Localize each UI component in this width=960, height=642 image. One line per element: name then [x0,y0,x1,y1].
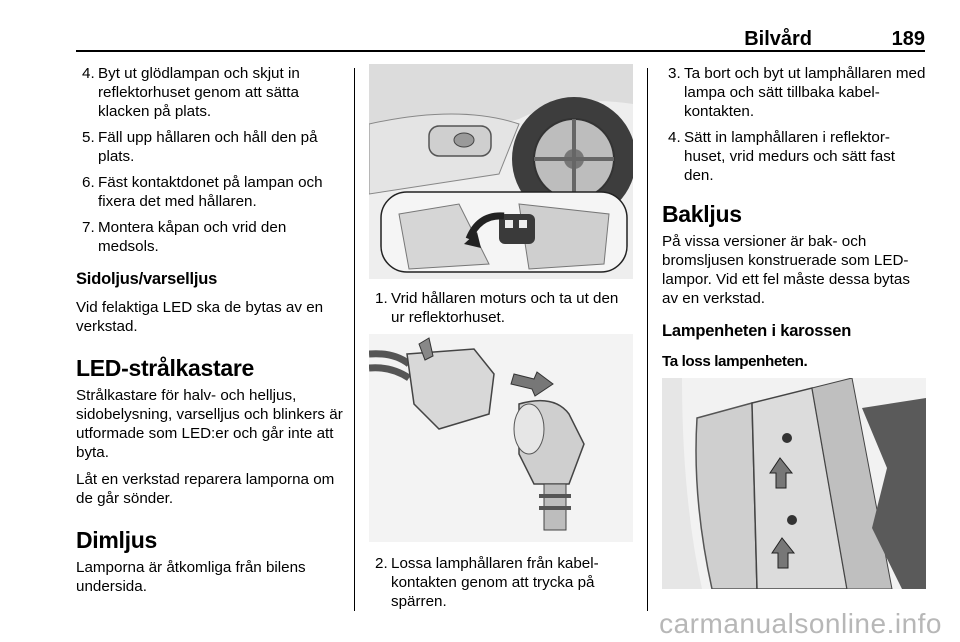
subheading-body-lamp: Lampenheten i karossen [662,322,852,340]
step-item: 4. Sätt in lamphållaren i reflektor-huset, vrid medurs och sätt fast den. [668,129,896,184]
section-heading-fog: Dimljus [76,527,157,553]
step-item: 2. Lossa lamphållaren från kabel-kontakten genom att trycka på spärren. [375,555,599,610]
instruction-bold: Ta loss lampenheten. [662,353,808,370]
paragraph: Vid felaktiga LED ska de bytas av en verkstad. [76,299,324,335]
step-item: 1. Vrid hållaren moturs och ta ut den ur reflektorhuset. [375,290,619,326]
page-header [76,28,925,50]
column-divider-1 [354,68,355,611]
step-item: 5. Fäll upp hållaren och håll den på plats. [82,129,318,165]
step-item: 6. Fäst kontaktdonet på lampan och fixera det med hållaren. [82,174,323,210]
column-1 [76,64,346,604]
header-rule [76,50,925,52]
subheading-side-lights: Sidoljus/varselljus [76,270,218,288]
column-3 [662,64,926,589]
column-divider-2 [647,68,648,611]
fog-light-illustration [369,64,633,279]
step-item: 7. Montera kåpan och vrid den medsols. [82,219,287,255]
step-item: 3. Ta bort och byt ut lamphållaren med lampa och sätt tillbaka kabel-kontakten. [668,65,926,120]
section-title: Bilvård [744,28,812,50]
column-2 [369,64,633,618]
step-item: 4. Byt ut glödlampan och skjut in reflektorhuset genom att sätta klacken på plats. [82,65,300,120]
paragraph: Lamporna är åtkomliga från bilens undersida. [76,559,306,595]
paragraph: Låt en verkstad reparera lamporna om de går sönder. [76,471,335,507]
section-heading-tail-lights: Bakljus [662,201,742,227]
section-heading-led: LED-strålkastare [76,355,255,381]
page-number: 189 [891,28,925,50]
paragraph: På vissa versioner är bak- och bromsljusen konstruerade som LED-lampor. Vid ett fel måste dessa bytas av en verkstad. [662,233,910,307]
paragraph: Strålkastare för halv- och helljus, sidobelysning, varselljus och blinkers är utformade som LED:er och går inte att byta. [76,387,343,461]
bulb-connector-illustration [369,334,633,542]
tail-lamp-illustration [662,378,926,589]
watermark: carmanualsonline.info [659,608,942,639]
